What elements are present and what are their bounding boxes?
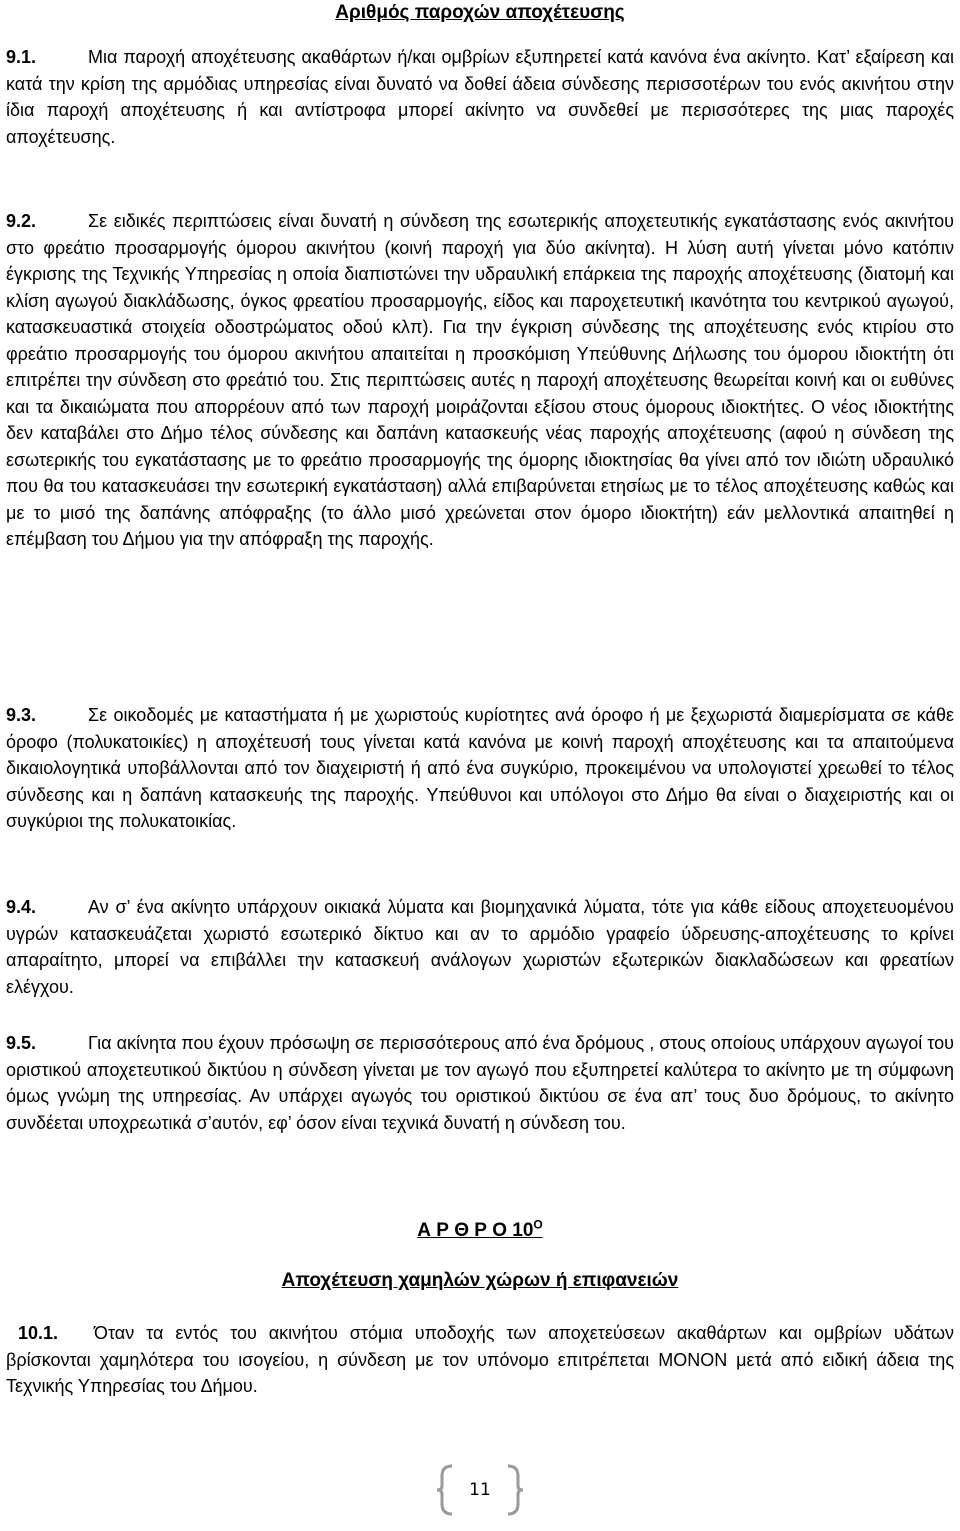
paragraph-text: Για ακίνητα που έχουν πρόσωψη σε περισσότερους από ένα δρόμους , στους οποίους υπάρχουν αγωγοί του οριστικού αποχετευτικού δικτύου η σύνδεση γίνεται με τον αγωγό που εξυπηρετεί καλύτερα το ακίνητο με τη σύμφωνη όμως γνώμη της υπηρεσίας. Αν υπάρχει αγωγός του οριστικού δικτύου σε ένα απ’ τους δυο δρόμους, το ακίνητο συνδέεται υποχρεωτικά σ’αυτόν, εφ’ όσον είναι τεχνικά δυνατή η σύνδεση του.	[6, 1033, 954, 1133]
article-label: Α Ρ Θ Ρ Ο 10	[417, 1220, 534, 1241]
article-ordinal-superscript: Ο	[533, 1217, 543, 1232]
paragraph-9-3	[6, 702, 954, 835]
paragraph-number: 9.5.	[6, 1033, 37, 1053]
paragraph-number: 10.1.	[18, 1323, 59, 1343]
page-number-footer	[436, 1462, 524, 1518]
paragraph-text: Σε οικοδομές με καταστήματα ή με χωριστούς κυρίοτητες ανά όροφο ή με ξεχωριστά διαμερίσματα σε κάθε όροφο (πολυκατοικίες) η αποχέτευσή τους γίνεται κατά κανόνα με κοινή παροχή αποχέτευσης και τα απαιτούμενα δικαιολογητικά υποβάλλονται από τον διαχειριστή ή από ένα συγκύριο, προκειμένου να υπολογιστεί χρεωθεί το τέλος σύνδεσης και η δαπάνη κατασκευής της παροχής. Υπεύθυνοι και υπόλογοι στο Δήμο θα είναι ο διαχειριστής και οι συγκύριοι της πολυκατοικίας.	[6, 705, 954, 831]
paragraph-number: 9.4.	[6, 897, 37, 917]
paragraph-9-5	[6, 1030, 954, 1136]
paragraph-9-1	[6, 44, 954, 150]
paragraph-text: Όταν τα εντός του ακινήτου στόμια υποδοχής των αποχετεύσεων ακαθάρτων και ομβρίων υδάτων βρίσκονται χαμηλότερα του ισογείου, η σύνδεση με τον υπόνομο επιτρέπεται ΜΟΝΟΝ μετά από ειδική άδεια της Τεχνικής Υπηρεσίας του Δήμου.	[6, 1323, 954, 1396]
paragraph-number: 9.2.	[6, 211, 37, 231]
paragraph-9-4	[6, 894, 954, 1000]
paragraph-number: 9.1.	[6, 47, 37, 67]
article-subtitle: Αποχέτευση χαμηλών χώρων ή επιφανειών	[281, 1270, 679, 1291]
paragraph-number: 9.3.	[6, 705, 37, 725]
paragraph-text: Σε ειδικές περιπτώσεις είναι δυνατή η σύνδεση της εσωτερικής αποχετευτικής εγκατάστασης ενός ακινήτου στο φρεάτιο προσαρμογής όμορου ακινήτου (κοινή παροχή για δύο ακίνητα). Η λύση αυτή γίνεται μόνο κατόπιν έγκρισης της Τεχνικής Υπηρεσίας η οποία διαπιστώνει την υδραυλική επάρκεια της παροχής αποχέτευσης (διατομή και κλίση αγωγού διακλάδωσης, όγκος φρεατίου προσαρμογής, είδος και παροχετευτική ικανότητα του κεντρικού αγωγού, κατασκευαστικά στοιχεία οδοστρώματος οδού κλπ). Για την έγκριση σύνδεσης της αποχέτευσης ενός κτιρίου στο φρεάτιο προσαρμογής του όμορου ακινήτου απαιτείται η προσκόμιση Υπεύθυνης Δήλωσης του όμορου ιδιοκτήτη ότι επιτρέπει την σύνδεση στο φρεάτιό του. Στις περιπτώσεις αυτές η παροχή αποχέτευσης θεωρείται κοινή και οι ευθύνες και τα δικαιώματα που απορρέουν από των παροχή μοιράζονται εξίσου στους όμορους ιδιοκτήτες. Ο νέος ιδιοκτήτης δεν καταβάλει στο Δήμο τέλος σύνδεσης και δαπάνη κατασκευής νέας παροχής αποχέτευσης (αφού η σύνδεση της εσωτερικής του εγκατάστασης με το φρεάτιο προσαρμογής της όμορης ιδιοκτησίας θα γίνει από τον ιδιώτη υδραυλικό που θα του κατασκευάσει την εσωτερική εγκατάσταση) αλλά επιβαρύνεται ετησίως με το τέλος αποχέτευσης καθώς και με το μισό της δαπάνης απόφραξης (το άλλο μισό χρεώνεται στον όμορο ιδιοκτήτη) εάν μελλοντικά απαιτηθεί η επέμβαση του Δήμου για την απόφραξη της παροχής.	[6, 211, 954, 549]
paragraph-9-2	[6, 208, 954, 553]
section-heading: Αριθμός παροχών αποχέτευσης	[335, 2, 625, 23]
paragraph-text: Μια παροχή αποχέτευσης ακαθάρτων ή/και ομβρίων εξυπηρετεί κατά κανόνα ένα ακίνητο. Κατ’ εξαίρεση και κατά την κρίση της αρμόδιας υπηρεσίας είναι δυνατό να δοθεί άδεια σύνδεσης περισσοτέρων του ενός ακινήτου στην ίδια παροχή αποχέτευσης ή και αντίστροφα μπορεί ακίνητο να συνδεθεί με περισσότερες της μιας παροχές αποχέτευσης.	[6, 47, 954, 147]
article-title	[6, 1218, 954, 1245]
paragraph-text: Αν σ’ ένα ακίνητο υπάρχουν οικιακά λύματα και βιομηχανικά λύματα, τότε για κάθε είδους αποχετευομένου υγρών κατασκευάζεται χωριστό εσωτερικό δίκτυο και αν το αρμόδιο γραφείο ύδρευσης-αποχέτευσης το κρίνει απαραίτητο, μπορεί να επιβάλλει την κατασκευή ανάλογων χωριστών εξωτερικών διακλαδώσεων και φρεατίων ελέγχου.	[6, 897, 954, 997]
page-number: 11	[469, 1480, 491, 1500]
paragraph-10-1	[6, 1320, 954, 1400]
